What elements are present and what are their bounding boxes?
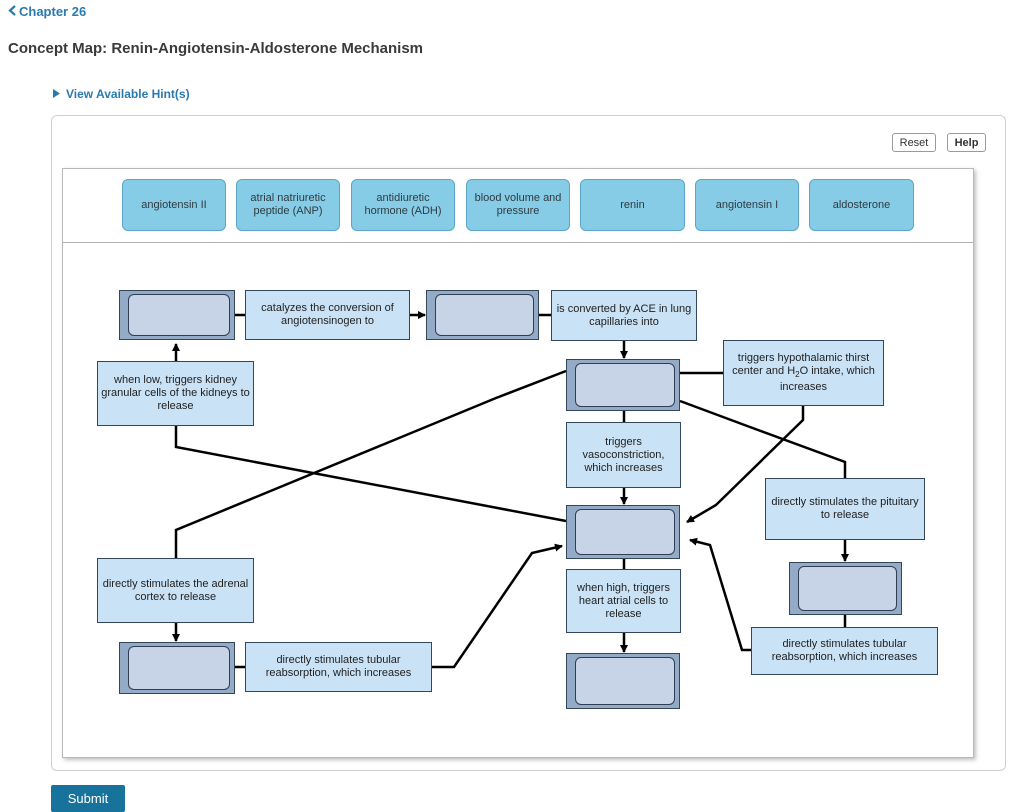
drop-target-angiotensin-ii-slot[interactable] — [566, 359, 680, 411]
link-adrenal-cortex: directly stimulates the adrenal cortex to release — [97, 558, 254, 623]
link-when-high: when high, triggers heart atrial cells to release — [566, 569, 681, 633]
term-angiotensin-ii[interactable]: angiotensin II — [122, 179, 226, 231]
caret-right-icon — [53, 87, 60, 101]
drop-target-blood-volume-slot[interactable] — [566, 505, 680, 559]
link-thirst-center: triggers hypothalamic thirst center and $H_2O$ intake, which increases — [723, 340, 884, 406]
link-catalyzes: catalyzes the conversion of angiotensinogen to — [245, 290, 410, 340]
drop-target-angiotensin-i-slot[interactable] — [426, 290, 539, 340]
term-renin[interactable]: renin — [580, 179, 685, 231]
drop-target-anp-slot[interactable] — [566, 653, 680, 709]
reset-button[interactable]: Reset — [892, 133, 936, 152]
term-aldosterone[interactable]: aldosterone — [809, 179, 914, 231]
chevron-left-icon — [8, 4, 17, 19]
drop-target-aldosterone-slot[interactable] — [119, 642, 235, 694]
view-hints-toggle[interactable] — [53, 87, 190, 101]
submit-button[interactable]: Submit — [51, 785, 125, 812]
drop-target-renin-slot[interactable] — [119, 290, 235, 340]
term-angiotensin-i[interactable]: angiotensin I — [695, 179, 799, 231]
link-pituitary: directly stimulates the pituitary to release — [765, 478, 925, 540]
back-link-label: Chapter 26 — [19, 4, 87, 19]
back-to-chapter-link[interactable] — [8, 4, 86, 19]
drop-target-adh-slot[interactable] — [789, 562, 902, 615]
link-tubular-left: directly stimulates tubular reabsorption, which increases — [245, 642, 432, 692]
link-converted-by-ace: is converted by ACE in lung capillaries into — [551, 290, 697, 341]
link-vasoconstriction: triggers vasoconstriction, which increases — [566, 422, 681, 488]
term-anp[interactable]: atrial natriuretic peptide (ANP) — [236, 179, 340, 231]
help-button[interactable]: Help — [947, 133, 986, 152]
link-when-low: when low, triggers kidney granular cells of the kidneys to release — [97, 361, 254, 426]
view-hints-label: View Available Hint(s) — [66, 87, 190, 101]
page-title: Concept Map: Renin-Angiotensin-Aldosterone Mechanism — [8, 40, 424, 57]
term-adh[interactable]: antidiuretic hormone (ADH) — [351, 179, 455, 231]
link-tubular-right: directly stimulates tubular reabsorption, which increases — [751, 627, 938, 675]
term-blood-volume-pressure[interactable]: blood volume and pressure — [466, 179, 570, 231]
label-bank-divider — [63, 242, 973, 243]
